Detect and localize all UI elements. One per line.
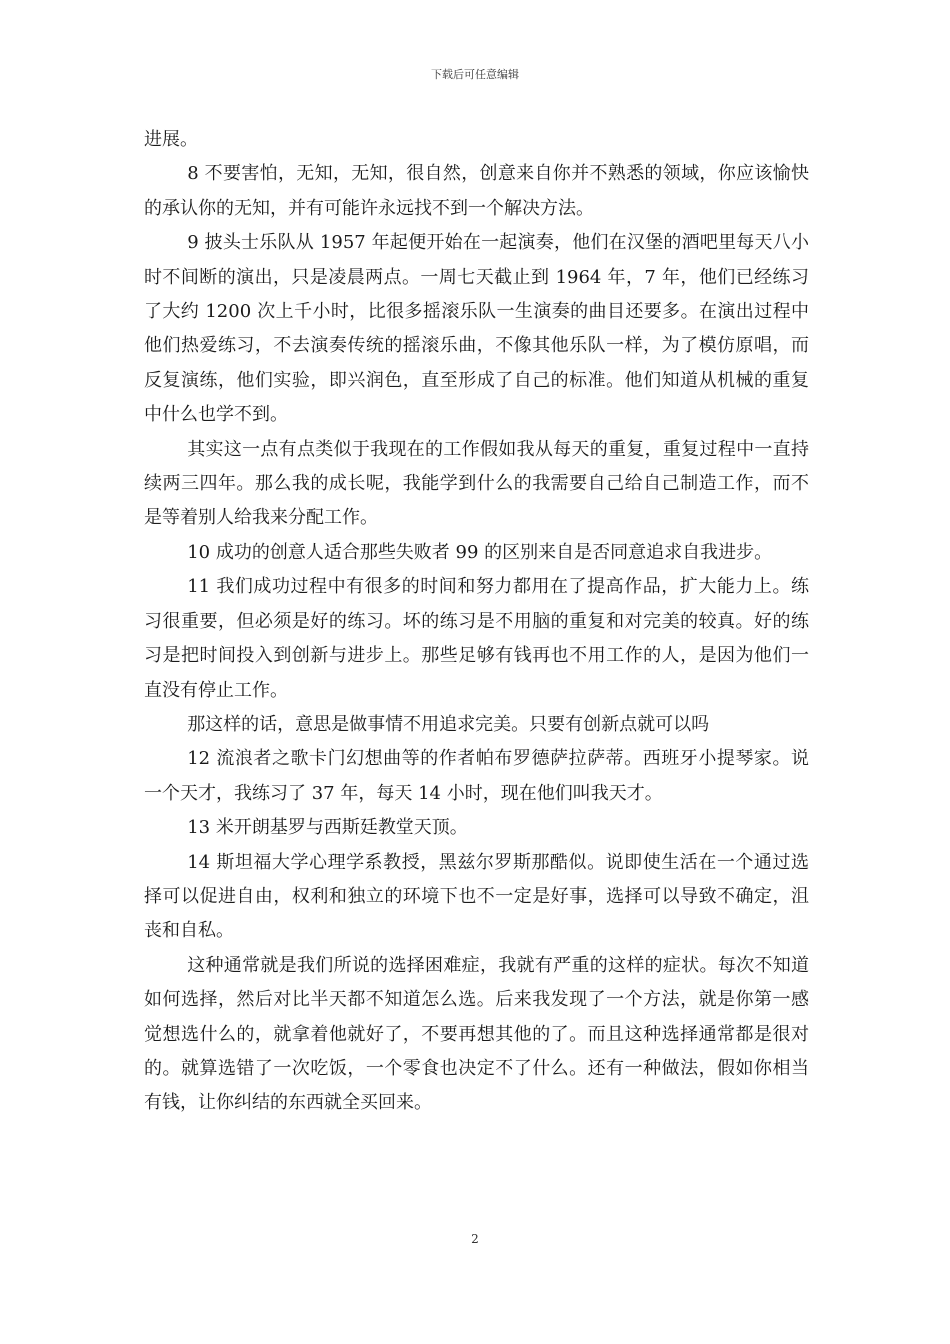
- paragraph: 10 成功的创意人适合那些失败者 99 的区别来自是否同意追求自我进步。: [187, 541, 773, 563]
- document-body: [144, 123, 809, 1121]
- paragraph: 其实这一点有点类似于我现在的工作假如我从每天的重复，重复过程中一直持续两三四年。那么我的成长呢，我能学到什么的我需要自己给自己制造工作，而不是等着别人给我来分配工作。: [144, 438, 809, 529]
- paragraph: 那这样的话，意思是做事情不用追求完美。只要有创新点就可以吗: [187, 713, 710, 735]
- paragraph: 13 米开朗基罗与西斯廷教堂天顶。: [187, 817, 468, 839]
- paragraph: 14 斯坦福大学心理学系教授，黑兹尔罗斯那酷似。说即使生活在一个通过选择可以促进自由，权利和独立的环境下也不一定是好事，选择可以导致不确定，沮丧和自私。: [144, 851, 809, 942]
- paragraph: 进展。: [144, 129, 198, 150]
- page-header: 下载后可任意编辑: [431, 68, 519, 81]
- paragraph: 8 不要害怕，无知，无知，很自然，创意来自你并不熟悉的领域，你应该愉快的承认你的无知，并有可能许永远找不到一个解决方法。: [144, 163, 809, 219]
- paragraph: 12 流浪者之歌卡门幻想曲等的作者帕布罗德萨拉萨蒂。西班牙小提琴家。说一个天才，我练习了 37 年，每天 14 小时，现在他们叫我天才。: [144, 748, 809, 804]
- paragraph: 9 披头士乐队从 1957 年起便开始在一起演奏，他们在汉堡的酒吧里每天八小时不间断的演出，只是凌晨两点。一周七天截止到 1964 年，7 年，他们已经练习了大约 1200 次上千小时，比很多摇滚乐队一生演奏的曲目还要多。在演出过程中他们热爱练习，不去演奏传统的摇滚乐曲，不像其他乐队一样，为了模仿原唱，而反复演练，他们实验，即兴润色，直至形成了自己的标准。他们知道从机械的重复中什么也学不到。: [144, 232, 809, 426]
- paragraph: 11 我们成功过程中有很多的时间和努力都用在了提高作品，扩大能力上。练习很重要，但必须是好的练习。坏的练习是不用脑的重复和对完美的较真。好的练习是把时间投入到创新与进步上。那些足够有钱再也不用工作的人，是因为他们一直没有停止工作。: [144, 576, 809, 701]
- page-number: 2: [471, 1232, 479, 1246]
- paragraph: 这种通常就是我们所说的选择困难症，我就有严重的这样的症状。每次不知道如何选择，然后对比半天都不知道怎么选。后来我发现了一个方法，就是你第一感觉想选什么的，就拿着他就好了，不要再想其他的了。而且这种选择通常都是很对的。就算选错了一次吃饭，一个零食也决定不了什么。还有一种做法，假如你相当有钱，让你纠结的东西就全买回来。: [144, 954, 809, 1114]
